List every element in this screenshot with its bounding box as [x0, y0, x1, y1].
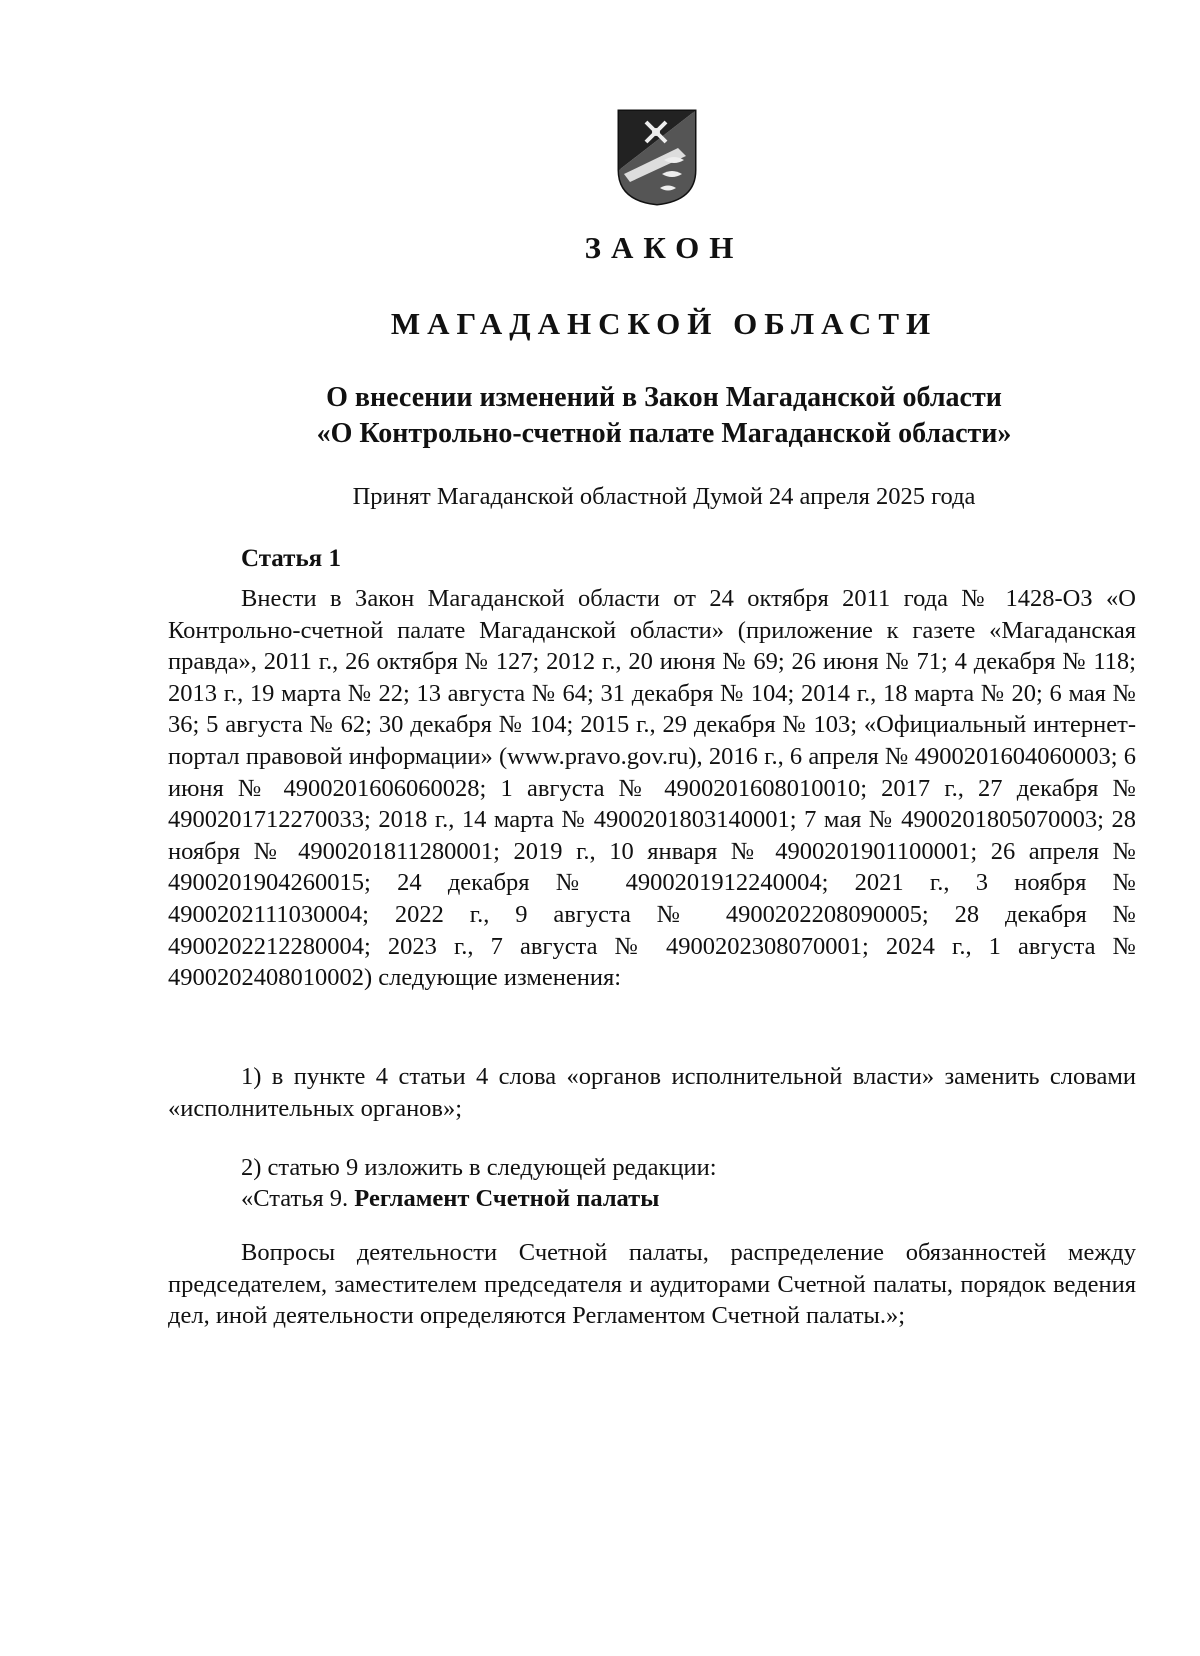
quoted-heading-prefix: «Статья 9. — [241, 1185, 355, 1212]
region-title: МАГАДАНСКОЙ ОБЛАСТИ — [390, 306, 938, 341]
quoted-body-text: Вопросы деятельности Счетной палаты, распределение обязанностей между председателем, заместителем председателя и аудиторами Счетной палаты, порядок ведения дел, иной деятельности определяются Регламентом Счетной палаты.»; — [168, 1239, 1136, 1330]
item-1-text: 1) в пункте 4 статьи 4 слова «органов исполнительной власти» заменить словами «исполнительных органов»; — [168, 1063, 1136, 1122]
amendment-item-2: 2) статью 9 изложить в следующей редакции: — [241, 1154, 717, 1181]
adoption-date-line: Принят Магаданской областной Думой 24 апреля 2025 года — [352, 483, 976, 510]
subtitle-line-1: О внесении изменений в Закон Магаданской области — [326, 382, 1002, 413]
law-title: ЗАКОН — [584, 230, 744, 265]
quoted-article-heading — [241, 1183, 659, 1215]
subtitle-line-2: «О Контрольно-счетной палате Магаданской области» — [316, 418, 1012, 449]
article-heading: Статья 1 — [241, 545, 341, 572]
amendment-item-1 — [168, 1061, 1136, 1124]
law-subtitle — [0, 380, 1200, 452]
quoted-heading-title: Регламент Счетной палаты — [354, 1185, 660, 1212]
article-intro-paragraph — [168, 583, 1136, 994]
coat-of-arms-icon — [616, 108, 698, 206]
quoted-article-body — [168, 1237, 1136, 1332]
intro-text: Внести в Закон Магаданской области от 24 октября 2011 года № 1428-ОЗ «О Контрольно-счетной палате Магаданской области» (приложение к газете «Магаданская правда», 2011 г., 26 октября № 127; 2012 г., 20 июня № 69; 26 июня № 71; 4 декабря № 118; 2013 г., 19 марта № 22; 13 августа № 64; 31 декабря № 104; 2014 г., 18 марта № 20; 6 мая № 36; 5 августа № 62; 30 декабря № 104; 2015 г., 29 декабря № 103; «Официальный интернет-портал правовой информации» (www.pravo.gov.ru), 2016 г., 6 апреля № 4900201604060003; 6 июня № 4900201606060028; 1 августа № 4900201608010010; 2017 г., 27 декабря № 4900201712270033; 2018 г., 14 марта № 4900201803140001; 7 мая № 4900201805070003; 28 ноября № 4900201811280001; 2019 г., 10 января № 4900201901100001; 26 апреля № 4900201904260015; 24 декабря № 4900201912240004; 2021 г., 3 ноября № 4900202111030004; 2022 г., 9 августа № 4900202208090005; 28 декабря № 4900202212280004; 2023 г., 7 августа № 4900202308070001; 2024 г., 1 августа № 4900202408010002) следующие изменения: — [168, 585, 1136, 992]
